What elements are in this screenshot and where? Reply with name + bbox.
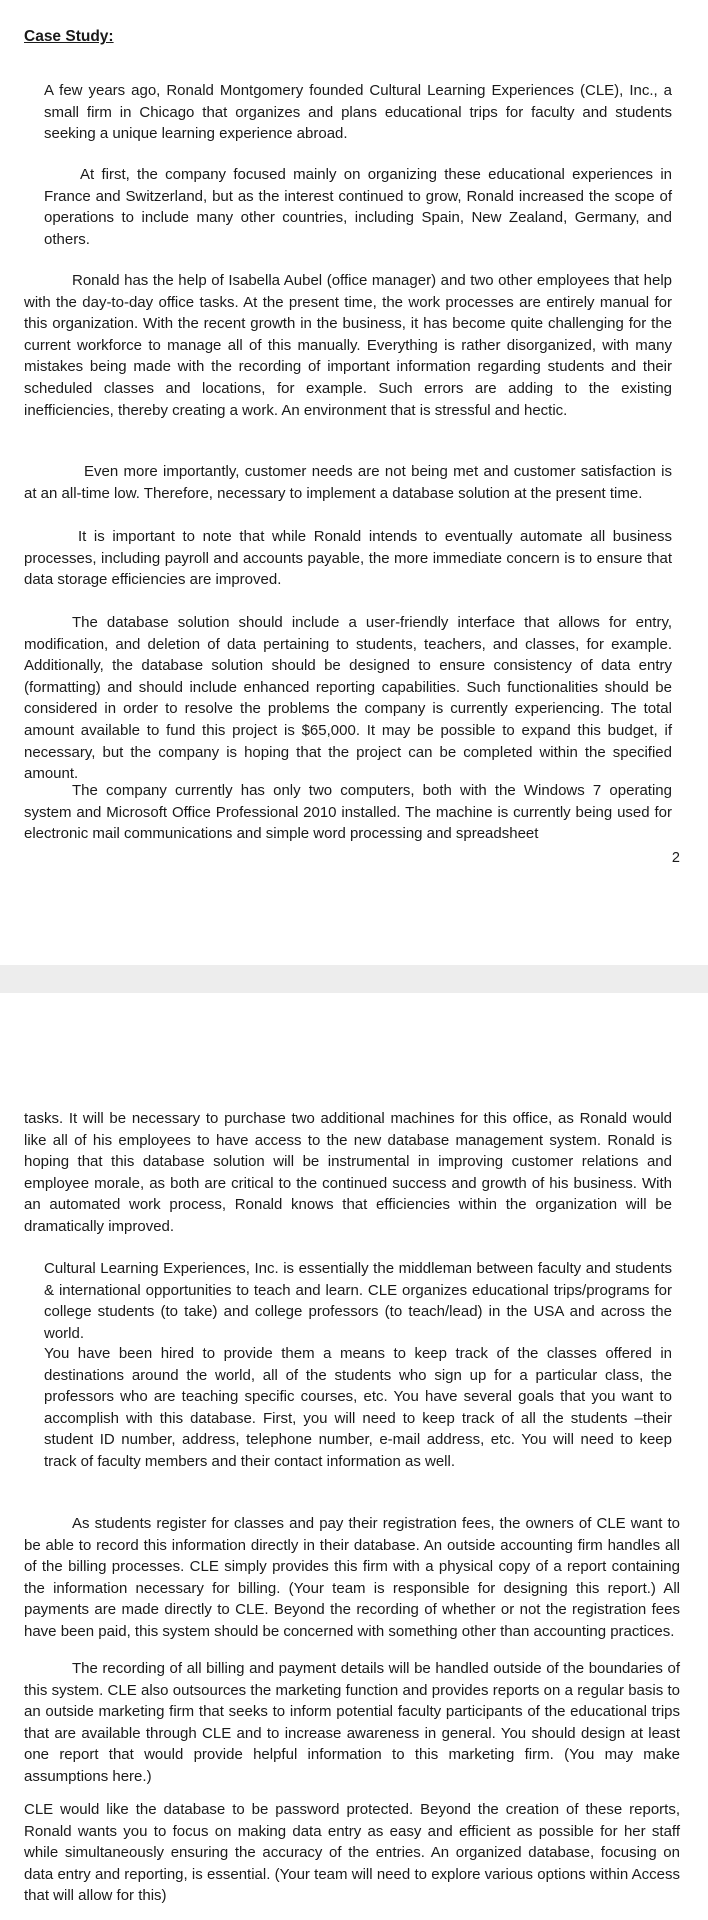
paragraph-customer-needs: Even more importantly, customer needs are not being met and customer satisfaction is at an all-time low. Therefore, necessary to implement a database solution at the present time. [24, 463, 672, 502]
paragraph-staff-issues: Ronald has the help of Isabella Aubel (office manager) and two other employees that help with the day-to-day office tasks. At the present time, the work processes are entirely manual for this organization. With the recent growth in the business, it has become quite challenging for the current workforce to manage all of this manually. Everything is rather disorganized, with many mistakes being made with the recording of important information regarding students and their scheduled classes and locations, for example. Such errors are adding to the existing inefficiencies, thereby creating a work. An environment that is stressful and hectic. [24, 272, 672, 419]
paragraph-automation: It is important to note that while Ronald intends to eventually automate all business processes, including payroll and accounts payable, the more immediate concern is to ensure that data storage efficiencies are improved. [24, 528, 672, 589]
page-separator [0, 965, 708, 993]
paragraph-goals: You have been hired to provide them a means to keep track of the classes offered in destinations around the world, all of the students who sign up for a particular class, the professors who are teaching specific courses, etc. You have several goals that you want to accomplish with this database. First, you will need to keep track of all the students –their student ID number, address, telephone number, e-mail address, etc. You will need to keep track of faculty members and their contact information as well. [44, 1345, 672, 1470]
paragraph-expansion: At first, the company focused mainly on organizing these educational experiences in France and Switzerland, but as the interest continued to grow, Ronald increased the scope of operations to include many other countries, including Spain, New Zealand, Germany, and others. [44, 166, 672, 248]
paragraph-intro: A few years ago, Ronald Montgomery founded Cultural Learning Experiences (CLE), Inc., a small firm in Chicago that organizes and plans educational trips for faculty and students seeking a unique learning experience abroad. [44, 82, 672, 143]
paragraph-cle-overview: Cultural Learning Experiences, Inc. is essentially the middleman between faculty and students & international opportunities to teach and learn. CLE organizes educational trips/programs for college students (to take) and college professors (to teach/lead) in the USA and across the world. [44, 1260, 672, 1342]
page-number: 2 [671, 850, 680, 866]
paragraph-password: CLE would like the database to be password protected. Beyond the creation of these reports, Ronald wants you to focus on making data entry as easy and efficient as possible for her staff while simultaneously ensuring the accuracy of the entries. An organized database, focusing on data entry and reporting, is essential. (Your team will need to explore various options within Access that will allow for this) [24, 1801, 680, 1905]
paragraph-registration: As students register for classes and pay their registration fees, the owners of CLE want to be able to record this information directly in their database. An outside accounting firm handles all of the billing processes. CLE simply provides this firm with a physical copy of a report containing the information necessary for billing. (Your team is responsible for designing this report.) All payments are made directly to CLE. Beyond the recording of whether or not the registration fees have been paid, this system should be concerned with something other than accounting practices. [24, 1515, 680, 1640]
paragraph-database-solution: The database solution should include a user-friendly interface that allows for entry, modification, and deletion of data pertaining to students, teachers, and classes, for example. Additionally, the database solution should be designed to ensure consistency of data entry (formatting) and should include enhanced reporting capabilities. Such functionalities should be considered in order to resolve the problems the company is currently experiencing. The total amount available to fund this project is $65,000. It may be possible to expand this budget, if necessary, but the company is hoping that the project can be completed within the specified amount. [24, 614, 672, 783]
case-study-heading: Case Study: [24, 28, 114, 45]
paragraph-billing-marketing: The recording of all billing and payment details will be handled outside of the boundaries of this system. CLE also outsources the marketing function and provides reports on a regular basis to an outside marketing firm that seeks to inform potential faculty participants of the educational trips that are available through CLE and to increase awareness in general. You should design at least one report that would provide helpful information to this marketing firm. (You may make assumptions here.) [24, 1660, 680, 1785]
paragraph-continuation: tasks. It will be necessary to purchase two additional machines for this office, as Ronald would like all of his employees to have access to the new database management system. Ronald is hoping that this database solution will be instrumental in improving customer relations and employee morale, as both are critical to the continued success and growth of his business. With an automated work process, Ronald knows that efficiencies within the organization will be dramatically improved. [24, 1110, 672, 1235]
paragraph-computers: The company currently has only two computers, both with the Windows 7 operating system and Microsoft Office Professional 2010 installed. The machine is currently being used for electronic mail communications and simple word processing and spreadsheet [24, 782, 672, 843]
document-page-2 [0, 993, 708, 1920]
